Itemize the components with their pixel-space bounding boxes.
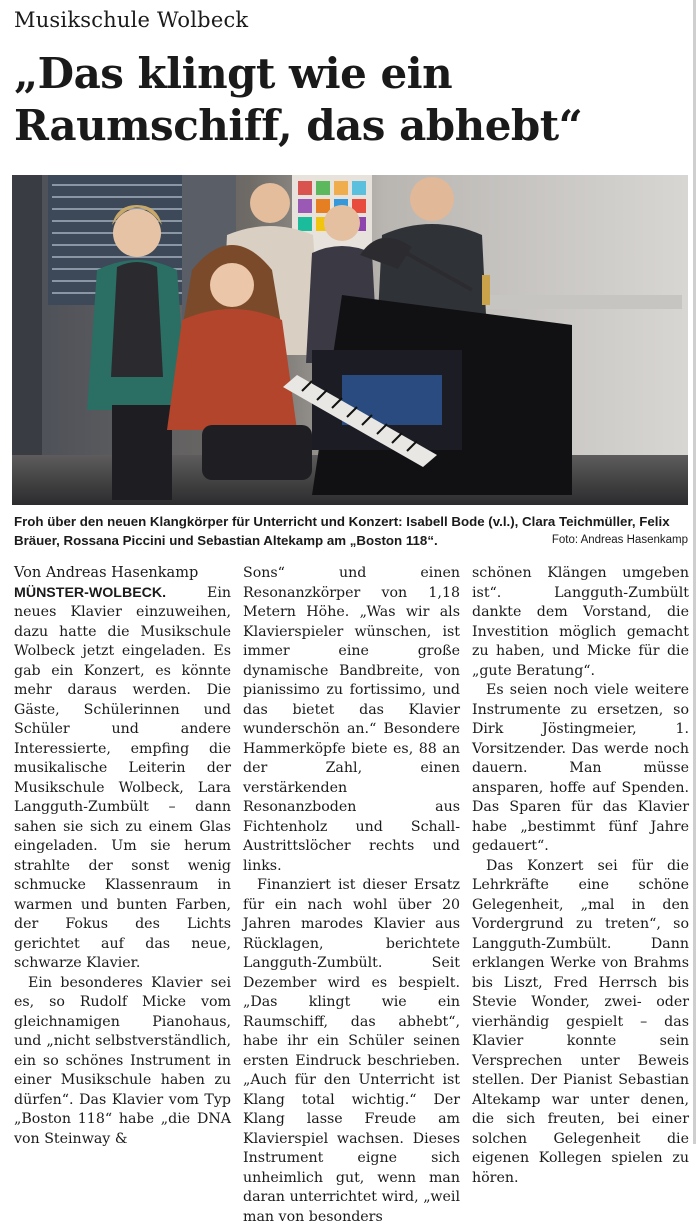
article-paragraph: Ein besonderes Klavier sei es, so Rudolf Micke vom gleichnamigen Pianohaus, und „nicht selbstverständlich, ein so schönes Instrument in einer Musikschule haben zu dürfen“. Das Klavier vom Typ „Boston 118“ habe „die DNA von Steinway & bbox=[14, 974, 231, 1147]
paragraph-text: Ein neues Klavier einzuweihen, dazu hatte die Musikschule Wolbeck jetzt eingeladen. Es gab ein Konzert, es könnte mehr daraus werden. Die Gäste, Schülerinnen und Schüler und andere Interessierte, empfing die musikalische Leiterin der Musikschule Wolbeck, Lara Langguth-Zumbült – dann sahen sie sich zu einem Glas eingeladen. Um sie herum strahlte der sonst wenig schmucke Klassenraum in warmen und bunten Farben, der Fokus des Lichts gerichtet auf das neue, schwarze Klavier. bbox=[14, 584, 231, 971]
article-column-2 bbox=[243, 564, 460, 1227]
photo-caption: Froh über den neuen Klangkörper für Unterricht und Konzert: Isabell Bode (v.l.), Clara Teichmüller, Felix Bräuer, Rossana Piccini und Sebastian Altekamp am „Boston 118“. bbox=[14, 514, 670, 548]
article-paragraph bbox=[14, 584, 231, 974]
article-paragraph: Es seien noch viele weitere Instrumente zu ersetzen, so Dirk Jöstingmeier, 1. Vorsitzender. Das werde noch dauern. Man müsse ansparen, hoffe auf Spenden. Das Sparen für das Klavier habe „bestimmt fünf Jahre gedauert“. bbox=[472, 682, 689, 854]
kicker: Musikschule Wolbeck bbox=[14, 8, 249, 32]
article-column-3 bbox=[472, 564, 689, 1188]
article-photo bbox=[12, 175, 688, 505]
dateline: MÜNSTER-WOLBECK. bbox=[14, 584, 167, 601]
article-paragraph: Sons“ und einen Resonanzkörper von 1,18 Metern Höhe. „Was wir als Klavierspieler wünschen, ist immer eine große dynamische Bandbreite, von pianissimo zu fortissimo, und das bietet das Klavier wunderschön an.“ Besondere Hammerköpfe biete es, 88 an der Zahl, einen verstärkenden Resonanzboden aus Fichtenholz und Schall-Austrittslöcher rechts und links. bbox=[243, 565, 460, 874]
article-paragraph: Das Konzert sei für die Lehrkräfte eine schöne Gelegenheit, „mal in den Vordergrund zu treten“, so Langguth-Zumbült. Dann erklangen Werke von Brahms bis Liszt, Fred Herrsch bis Stevie Wonder, zwei- oder vierhändig gespielt – das Klavier konnte sein Versprechen unter Beweis stellen. Der Pianist Sebastian Altekamp war unter denen, die sich freuten, bei einer solchen Gelegenheit die eigenen Kollegen spielen zu hören. bbox=[472, 857, 689, 1186]
group-photo-piano-icon bbox=[12, 175, 688, 505]
article-paragraph: schönen Klängen umgeben ist“. Langguth-Zumbült dankte dem Vorstand, die Investition möglich gemacht zu haben, und Micke für die „gute Beratung“. bbox=[472, 565, 689, 679]
headline: „Das klingt wie ein Raumschiff, das abhebt“ bbox=[14, 49, 583, 150]
byline: Von Andreas Hasenkamp bbox=[14, 565, 199, 581]
photo-credit: Foto: Andreas Hasenkamp bbox=[551, 534, 688, 546]
article-paragraph: Finanziert ist dieser Ersatz für ein nach wohl über 20 Jahren marodes Klavier aus Rücklagen, berichtete Langguth-Zumbült. Seit Dezember wird es bespielt. „Das klingt wie ein Raumschiff, das abhebt“, habe ihr ein Schüler seinen ersten Eindruck beschrieben. „Auch für den Unterricht ist Klang total wichtig.“ Der Klang lasse Freude am Klavierspiel wachsen. Dieses Instrument eigne sich unheimlich gut, wenn man daran unterrichtet wird, „weil man von besonders bbox=[243, 877, 460, 1225]
article-column-1 bbox=[14, 564, 231, 1149]
